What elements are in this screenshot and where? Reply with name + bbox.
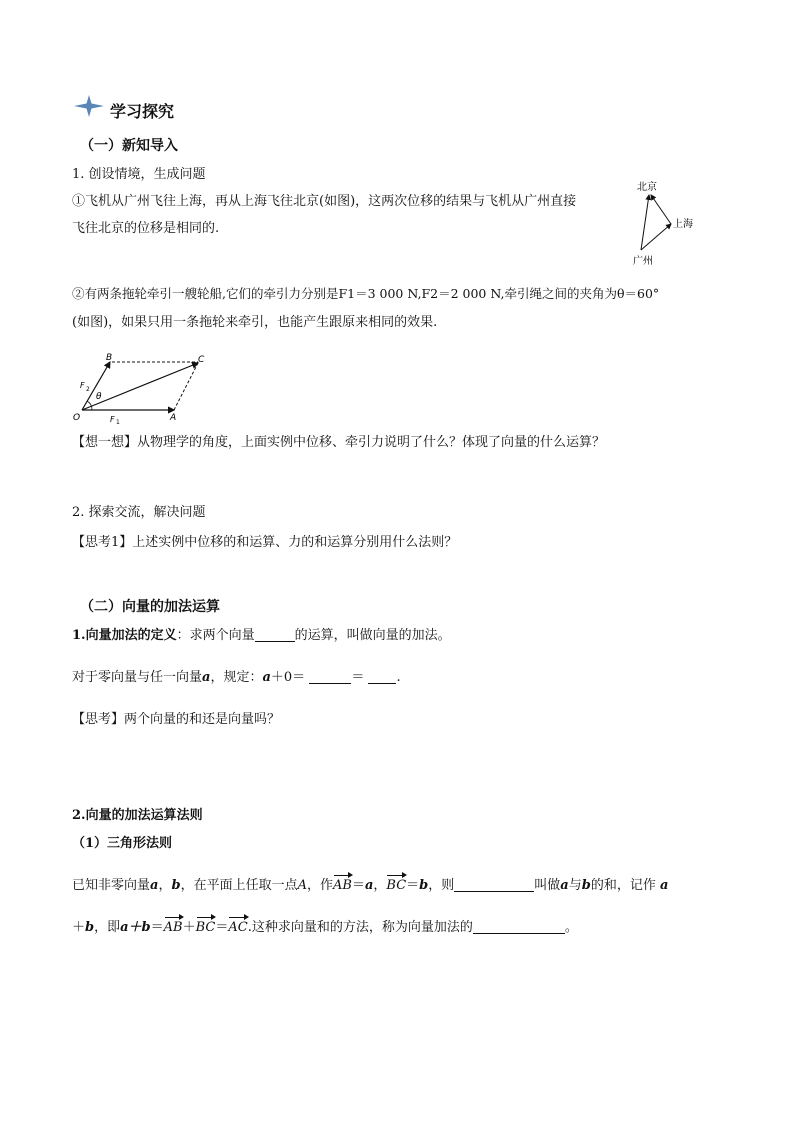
tri-l2-b: b bbox=[85, 920, 95, 935]
vector-BC: BC bbox=[386, 876, 406, 896]
tri-point-A: A bbox=[297, 878, 307, 893]
zero-blank-2[interactable] bbox=[368, 669, 396, 684]
rules-heading: 2.向量的加法运算法则 bbox=[72, 808, 203, 823]
tri-l2-plus2: ＋ bbox=[182, 920, 196, 935]
tri-text-10: 与 bbox=[568, 878, 582, 893]
label-shanghai: 上海 bbox=[673, 219, 693, 230]
item2-title: 2. 探索交流，解决问题 bbox=[72, 505, 206, 520]
tri-blank-2[interactable] bbox=[473, 919, 565, 934]
tri-text-6: ， bbox=[373, 878, 387, 893]
item1-title: 1. 创设情境，生成问题 bbox=[72, 167, 206, 182]
vector-AB-2: AB bbox=[164, 918, 183, 938]
zero-end: . bbox=[396, 670, 401, 685]
tri-b-3: b bbox=[581, 878, 591, 893]
tri-text-1: 已知非零向量 bbox=[72, 878, 151, 893]
route-map-figure bbox=[625, 178, 705, 273]
vector-resultant bbox=[82, 363, 198, 410]
tri-b: b bbox=[171, 878, 181, 893]
part1-heading: （一）新知导入 bbox=[80, 138, 178, 154]
tri-text-11: 的和，记作 bbox=[590, 878, 656, 893]
tri-text-8: ，则 bbox=[428, 878, 455, 893]
label-C: C bbox=[198, 355, 205, 365]
tri-text-4: ，作 bbox=[306, 878, 333, 893]
tri-text-3: ，在平面上任取一点 bbox=[180, 878, 298, 893]
tri-a: a bbox=[150, 878, 159, 893]
angle-arc bbox=[87, 401, 92, 410]
tri-l2-text-1: ，即 bbox=[94, 920, 121, 935]
label-F2-sub: 2 bbox=[86, 386, 90, 393]
tri-text-9: 叫做 bbox=[534, 878, 561, 893]
zero-vector-line bbox=[72, 668, 401, 688]
definition-text-a: ：求两个向量 bbox=[176, 628, 255, 643]
label-O: O bbox=[73, 413, 81, 423]
paragraph-tug-line1: ②有两条拖轮牵引一艘轮船,它们的牵引力分别是F1＝3 000 N,F2＝2 000 N,牵引绳之间的夹角为θ＝60° bbox=[72, 286, 660, 301]
definition-label: 1.向量加法的定义 bbox=[72, 628, 177, 643]
label-theta: θ bbox=[96, 392, 102, 402]
part2-heading: （二）向量的加法运算 bbox=[80, 599, 220, 615]
zero-text-c: ＋0＝ bbox=[270, 670, 306, 685]
zero-expr-a: a bbox=[262, 670, 271, 685]
zero-var-a: a bbox=[202, 670, 211, 685]
tri-a-2: a bbox=[364, 878, 374, 893]
label-F2: F bbox=[80, 381, 85, 390]
label-beijing: 北京 bbox=[637, 182, 657, 193]
tri-text-2: ， bbox=[158, 878, 172, 893]
paragraph-tug-line2: (如图)，如果只用一条拖轮来牵引，也能产生跟原来相同的效果. bbox=[72, 315, 438, 330]
label-B: B bbox=[106, 353, 113, 363]
tri-b-2: b bbox=[419, 878, 429, 893]
vector-AC: AC bbox=[228, 918, 247, 938]
zero-eq: ＝ bbox=[351, 670, 365, 685]
tri-blank-1[interactable] bbox=[454, 877, 534, 892]
tri-l2-eq2: ＝ bbox=[215, 920, 229, 935]
tri-a-3: a bbox=[560, 878, 569, 893]
route-guangzhou-beijing bbox=[641, 195, 649, 250]
label-F1: F bbox=[110, 415, 115, 424]
tri-l2-plus: ＋ bbox=[72, 920, 86, 935]
label-A: A bbox=[170, 413, 177, 423]
triangle-rule-line1 bbox=[72, 876, 668, 896]
triangle-rule-line2 bbox=[72, 918, 578, 938]
four-point-star-icon bbox=[74, 95, 104, 117]
label-guangzhou: 广州 bbox=[633, 256, 653, 267]
think-paragraph: 【想一想】从物理学的角度，上面实例中位移、牵引力说明了什么？体现了向量的什么运算？ bbox=[72, 435, 606, 450]
tri-a-end: a bbox=[660, 878, 669, 893]
tri-text-5: ＝ bbox=[351, 878, 365, 893]
zero-blank-1[interactable] bbox=[309, 669, 351, 684]
tri-l2-text-2: .这种求向量和的方法，称为向量加法的 bbox=[247, 920, 473, 935]
route-shanghai-beijing bbox=[651, 195, 671, 224]
definition-line bbox=[72, 626, 451, 646]
tri-l2-eq1: ＝ bbox=[150, 920, 164, 935]
definition-text-b: 的运算，叫做向量的加法。 bbox=[294, 628, 451, 643]
paragraph-plane-line2: 飞往北京的位移是相同的. bbox=[72, 221, 220, 236]
tri-l2-sum: a＋b bbox=[120, 920, 151, 935]
label-F1-sub: 1 bbox=[116, 419, 120, 425]
vector-BC-2: BC bbox=[196, 918, 216, 938]
section-title: 学习探究 bbox=[110, 102, 175, 121]
triangle-heading: （1）三角形法则 bbox=[72, 836, 173, 851]
tri-text-7: ＝ bbox=[406, 878, 420, 893]
route-guangzhou-shanghai bbox=[641, 224, 671, 250]
paragraph-plane-line1: ①飞机从广州飞往上海，再从上海飞往北京(如图)，这两次位移的结果与飞机从广州直接 bbox=[72, 194, 577, 209]
definition-blank[interactable] bbox=[255, 627, 295, 642]
force-parallelogram-figure bbox=[70, 350, 220, 425]
dashed-side-AC bbox=[174, 363, 198, 410]
vector-AB: AB bbox=[333, 876, 352, 896]
think1-paragraph: 【思考1】上述实例中位移的和运算、力的和运算分别用什么法则？ bbox=[72, 535, 458, 550]
zero-text-a: 对于零向量与任一向量 bbox=[72, 670, 203, 685]
zero-text-b: ，规定： bbox=[210, 670, 263, 685]
think2-paragraph: 【思考】两个向量的和还是向量吗？ bbox=[72, 712, 281, 727]
tri-l2-end: 。 bbox=[564, 920, 578, 935]
